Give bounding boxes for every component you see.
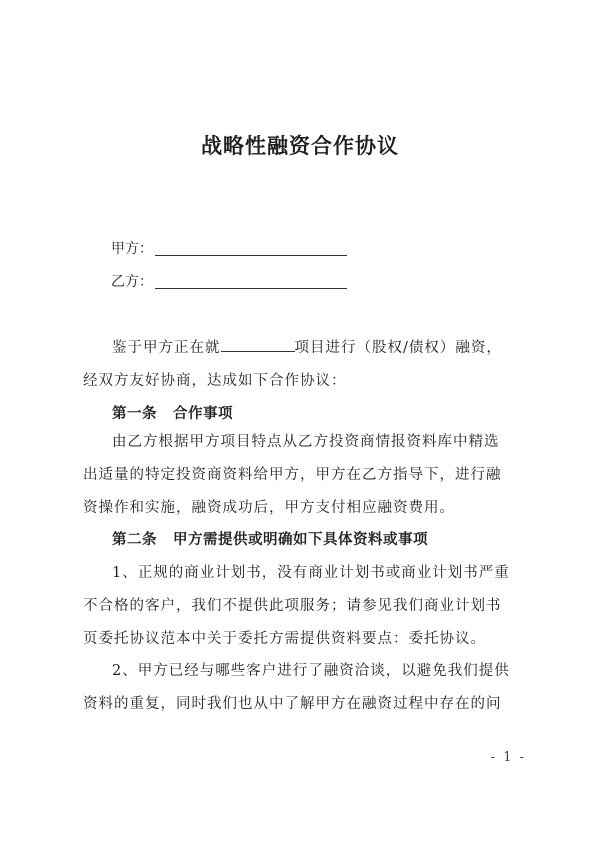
article-2-item-1-line: 1、正规的商业计划书，没有商业计划书或商业计划书严重 <box>112 565 510 581</box>
party-b-line <box>111 272 347 292</box>
article-1-line: 资操作和实施，融资成功后，甲方支付相应融资费用。 <box>83 500 455 516</box>
article-2-item-1-line: 页委托协议范本中关于委托方需提供资料要点：委托协议。 <box>83 631 486 647</box>
party-b-label: 乙方： <box>111 274 153 290</box>
article-2-item-2-line: 资料的重复，同时我们也从中了解甲方在融资过程中存在的问 <box>83 696 502 712</box>
party-b-blank <box>155 274 347 289</box>
article-2-number: 第二条 <box>112 532 157 548</box>
article-2-item-1-line: 不合格的客户，我们不提供此项服务；请参见我们商业计划书 <box>83 598 502 614</box>
intro-before-blank: 鉴于甲方正在就 <box>112 340 221 356</box>
article-1-line: 由乙方根据甲方项目特点从乙方投资商情报资料库中精选 <box>112 434 500 450</box>
article-1-heading <box>112 404 233 424</box>
intro-line-1 <box>83 332 523 365</box>
article-2-heading <box>112 530 428 550</box>
article-1-number: 第一条 <box>112 406 157 422</box>
project-name-blank <box>221 337 295 352</box>
article-1-title: 合作事项 <box>173 406 233 422</box>
article-2-item-2-line: 2、甲方已经与哪些客户进行了融资洽谈，以避免我们提供 <box>112 663 510 679</box>
page-number: - 1 - <box>490 750 526 765</box>
document-title: 战略性融资合作协议 <box>201 134 399 158</box>
article-2-title: 甲方需提供或明确如下具体资料或事项 <box>173 532 428 548</box>
article-1-paragraph <box>83 426 523 525</box>
intro-paragraph <box>83 332 523 398</box>
article-1-line: 出适量的特定投资商资料给甲方，甲方在乙方指导下，进行融 <box>83 467 502 483</box>
article-2-item-2 <box>83 655 523 721</box>
intro-after-blank: 项目进行（股权/债权）融资， <box>294 340 502 356</box>
party-a-label: 甲方： <box>111 241 153 257</box>
intro-line-2: 经双方友好协商，达成如下合作协议： <box>83 373 347 389</box>
party-a-line <box>111 239 347 259</box>
party-a-blank <box>155 241 347 256</box>
article-2-item-1 <box>83 557 523 656</box>
